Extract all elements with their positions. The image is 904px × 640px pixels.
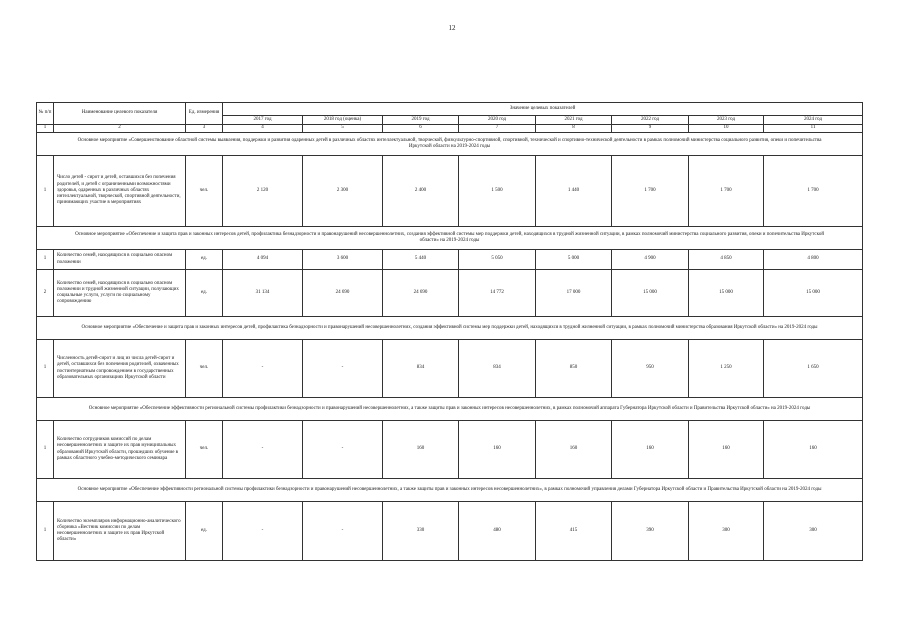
row-value: 1 650	[764, 340, 863, 398]
page-number: 12	[448, 24, 456, 32]
header-year: 2021 год	[536, 116, 612, 125]
row-indicator-name: Число детей - сирот и детей, оставшихся без попечения родителей, и детей с ограниченными возможностями здоровья, одаренных в различных областях интеллектуальной, творческой, спортивной деятельности, принимающих участие в мероприятиях	[54, 156, 186, 227]
row-unit: ед.	[186, 270, 223, 317]
section-title: Основное мероприятие «Обеспечение эффективности региональной системы профилактики безнадзорности и правонарушений несовершеннолетних, а также защиты прав и законных интересов несовершеннолетних, в рамках полномочий аппарата Губернатора Иркутской области и Правительства Иркутской области» на 2019-2024 годы	[37, 398, 863, 421]
column-number: 8	[536, 125, 612, 133]
row-unit: чел.	[186, 340, 223, 398]
column-number: 11	[764, 125, 863, 133]
section-row	[37, 317, 863, 340]
column-number: 5	[303, 125, 383, 133]
header-unit: Ед. измерения	[186, 103, 223, 125]
row-value: 5 440	[383, 250, 459, 270]
target-indicators-table	[36, 102, 863, 561]
row-value: 950	[612, 340, 689, 398]
column-number: 3	[186, 125, 223, 133]
row-value: 160	[764, 421, 863, 479]
row-indicator-name: Количество семей, находящихся в социально опасном положении и трудной жизненной ситуации, получающих социальные услуги, услуги по социальному сопровождению	[54, 270, 186, 317]
row-value: 1 440	[536, 156, 612, 227]
row-value: 480	[459, 502, 536, 561]
section-title: Основное мероприятие «Обеспечение и защита прав и законных интересов детей, профилактика безнадзорности и правонарушений несовершеннолетних, создания эффективной системы мер поддержки детей, находящихся в трудной жизненной ситуации, в рамках полномочий министерства образования Иркутской области» на 2019-2024 годы	[37, 317, 863, 340]
header-year: 2022 год	[612, 116, 689, 125]
row-value: 1 500	[459, 156, 536, 227]
row-value: 160	[459, 421, 536, 479]
row-num: 1	[37, 502, 54, 561]
row-value: 160	[612, 421, 689, 479]
row-value: 31 134	[223, 270, 303, 317]
row-value: -	[303, 421, 383, 479]
row-unit: ед.	[186, 250, 223, 270]
header-year: 2017 год	[223, 116, 303, 125]
row-value: -	[303, 340, 383, 398]
row-value: 24 690	[383, 270, 459, 317]
row-value: 4 850	[689, 250, 764, 270]
header-year: 2023 год	[689, 116, 764, 125]
section-row	[37, 133, 863, 156]
row-unit: чел.	[186, 421, 223, 479]
row-value: 834	[459, 340, 536, 398]
row-value: 160	[383, 421, 459, 479]
row-value: -	[223, 502, 303, 561]
row-value: 1 700	[689, 156, 764, 227]
row-value: 300	[689, 502, 764, 561]
row-value: 415	[536, 502, 612, 561]
table-row	[37, 250, 863, 270]
row-value: 17 000	[536, 270, 612, 317]
header-num: № п/п	[37, 103, 54, 125]
row-indicator-name: Количество сотрудников комиссий по делам несовершеннолетних и защите их прав муниципальных образований Иркутской области, прошедших обучение в рамках областного учебно-методического семинара	[54, 421, 186, 479]
header-year: 2020 год	[459, 116, 536, 125]
header-year: 2019 год	[383, 116, 459, 125]
row-indicator-name: Количество экземпляров информационно-аналитического сборника «Вестник комиссии по делам несовершеннолетних и защите их прав Иркутской области»	[54, 502, 186, 561]
row-num: 1	[37, 156, 54, 227]
column-number: 2	[54, 125, 186, 133]
section-title: Основное мероприятие «Обеспечение и защита прав и законных интересов детей, профилактика безнадзорности и правонарушений несовершеннолетних, создания эффективной системы мер поддержки детей, находящихся в трудной жизненной ситуации, в рамках полномочий министерства социального развития, опеки и попечительства Иркутской области» на 2019-2024 годы	[37, 227, 863, 250]
section-title: Основное мероприятие «Совершенствование областной системы выявления, поддержки и развития одаренных детей в различных областях интеллектуальной, творческой, физкультурно-спортивной, спортивной, технической и спортивно-технической деятельности в рамках полномочий министерства социального развития, опеки и попечительства Иркутской области на 2019-2024 годы	[37, 133, 863, 156]
row-value: 1 700	[612, 156, 689, 227]
row-value: 2 120	[223, 156, 303, 227]
row-value: 4 900	[612, 250, 689, 270]
table-row	[37, 340, 863, 398]
row-num: 2	[37, 270, 54, 317]
row-unit: чел.	[186, 156, 223, 227]
row-value: 5 000	[536, 250, 612, 270]
column-numbers-row	[37, 125, 863, 133]
row-value: -	[223, 421, 303, 479]
row-value: 15 000	[689, 270, 764, 317]
table-row	[37, 156, 863, 227]
row-value: 2 400	[383, 156, 459, 227]
section-row	[37, 479, 863, 502]
row-value: 390	[612, 502, 689, 561]
section-title: Основное мероприятие «Обеспечение эффективности региональной системы профилактики безнадзорности и правонарушений несовершеннолетних, а также защиты прав и законных интересов несовершеннолетних», в рамках полномочий управления делами Губернатора Иркутской области и Правительства Иркутской области на 2019-2024 годы	[37, 479, 863, 502]
row-value: 2 300	[303, 156, 383, 227]
column-number: 6	[383, 125, 459, 133]
row-indicator-name: Численность детей-сирот и лиц из числа детей-сирот и детей, оставшихся без попечения родителей, охваченных постинтернатным сопровождением в государственных образовательных организациях Иркутской области	[54, 340, 186, 398]
row-value: 300	[764, 502, 863, 561]
column-number: 1	[37, 125, 54, 133]
row-value: 850	[536, 340, 612, 398]
row-value: 160	[536, 421, 612, 479]
header-values-title: Значение целевых показателей	[223, 103, 863, 116]
row-value: 1 250	[689, 340, 764, 398]
row-value: 15 000	[612, 270, 689, 317]
row-num: 1	[37, 340, 54, 398]
column-number: 7	[459, 125, 536, 133]
header-name: Наименование целевого показателя	[54, 103, 186, 125]
row-value: 24 690	[303, 270, 383, 317]
section-row	[37, 398, 863, 421]
row-num: 1	[37, 250, 54, 270]
row-value: 834	[383, 340, 459, 398]
row-num: 1	[37, 421, 54, 479]
table-row	[37, 502, 863, 561]
column-number: 9	[612, 125, 689, 133]
column-number: 10	[689, 125, 764, 133]
row-value: 15 000	[764, 270, 863, 317]
table-row	[37, 421, 863, 479]
header-row	[37, 103, 863, 116]
row-value: 4 094	[223, 250, 303, 270]
row-value: 160	[689, 421, 764, 479]
header-year: 2018 год (оценка)	[303, 116, 383, 125]
row-value: 3 600	[303, 250, 383, 270]
row-unit: ед.	[186, 502, 223, 561]
row-value: 1 700	[764, 156, 863, 227]
row-indicator-name: Количество семей, находящихся в социально опасном положении	[54, 250, 186, 270]
column-number: 4	[223, 125, 303, 133]
row-value: 5 050	[459, 250, 536, 270]
table-row	[37, 270, 863, 317]
row-value: 14 772	[459, 270, 536, 317]
row-value: 4 800	[764, 250, 863, 270]
row-value: -	[223, 340, 303, 398]
section-row	[37, 227, 863, 250]
header-year: 2024 год	[764, 116, 863, 125]
row-value: -	[303, 502, 383, 561]
row-value: 330	[383, 502, 459, 561]
